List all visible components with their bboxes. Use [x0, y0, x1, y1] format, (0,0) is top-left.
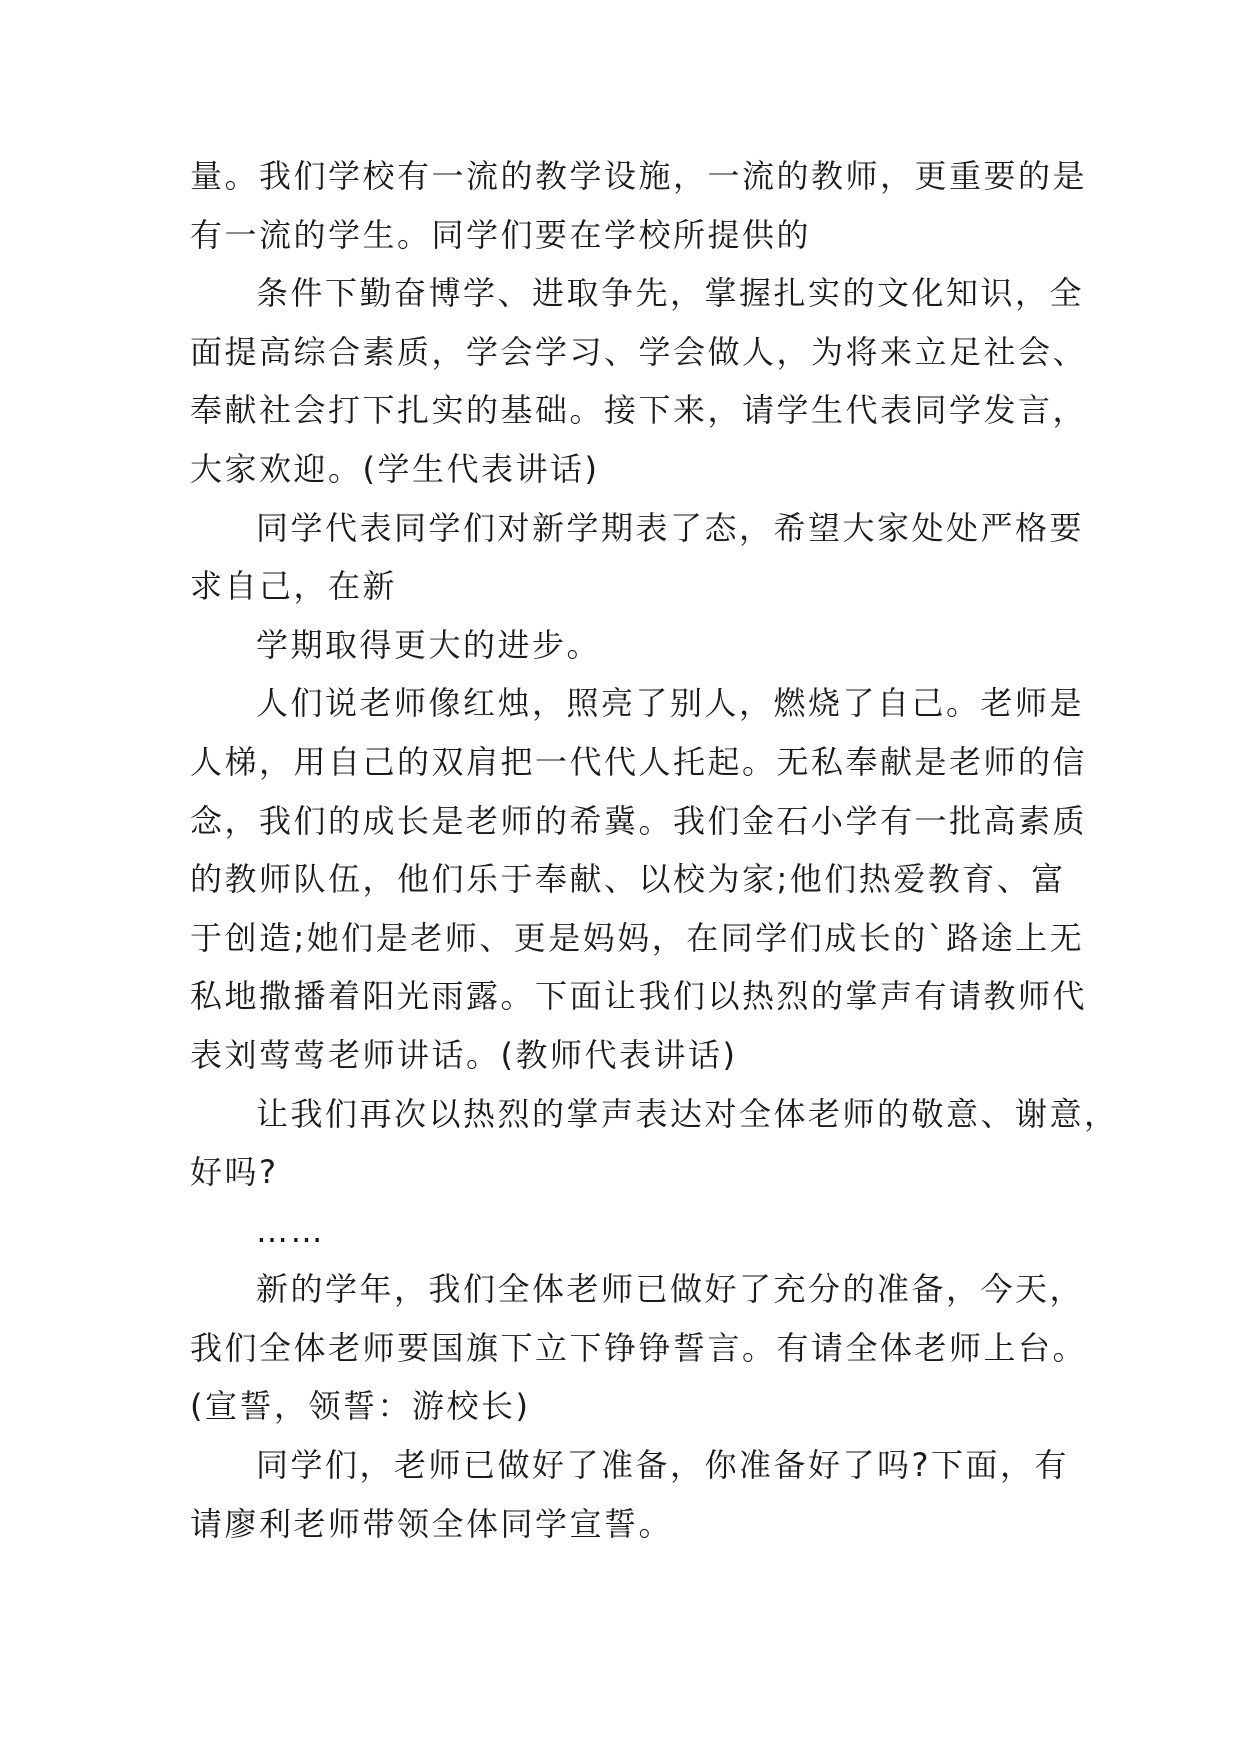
- text-line: 学期取得更大的进步。: [256, 625, 602, 664]
- text-line: 同学们，老师已做好了准备，你准备好了吗?下面，有: [256, 1446, 1069, 1485]
- text-line: 量。我们学校有一流的教学设施，一流的教师，更重要的是: [190, 157, 1088, 195]
- text-line: 新的学年，我们全体老师已做好了充分的准备，今天，: [256, 1270, 1085, 1309]
- text-line: 的教师队伍，他们乐于奉献、以校为家;他们热爱教育、富: [190, 860, 1066, 899]
- text-line: 同学代表同学们对新学期表了态，希望大家处处严格要: [256, 508, 1085, 547]
- text-line: 私地撒播着阳光雨露。下面让我们以热烈的掌声有请教师代: [190, 977, 1088, 1016]
- text-line: 人们说老师像红烛，照亮了别人，燃烧了自己。老师是: [256, 684, 1085, 723]
- text-line: 念，我们的成长是老师的希冀。我们金石小学有一批高素质: [190, 801, 1088, 840]
- text-line: 人梯，用自己的双肩把一代代人托起。无私奉献是老师的信: [190, 742, 1088, 781]
- text-line: 让我们再次以热烈的掌声表达对全体老师的敬意、谢意，: [256, 1094, 1119, 1133]
- text-line: (宣誓，领誓：游校长): [190, 1387, 531, 1426]
- body-text: [190, 147, 1119, 1553]
- text-line: 有一流的学生。同学们要在学校所提供的: [190, 215, 812, 254]
- text-line: 求自己，在新: [190, 567, 398, 606]
- text-line: 奉献社会打下扎实的基础。接下来，请学生代表同学发言，: [190, 391, 1088, 430]
- text-line: ……: [256, 1211, 325, 1250]
- text-line: 好吗?: [190, 1153, 279, 1192]
- text-line: 条件下勤奋博学、进取争先，掌握扎实的文化知识，全: [256, 274, 1085, 313]
- text-line: 我们全体老师要国旗下立下铮铮誓言。有请全体老师上台。: [190, 1328, 1088, 1367]
- text-line: 表刘莺莺老师讲话。(教师代表讲话): [190, 1035, 738, 1074]
- text-line: 请廖利老师带领全体同学宣誓。: [190, 1504, 674, 1543]
- text-line: 大家欢迎。(学生代表讲话): [190, 449, 600, 488]
- text-line: 面提高综合素质，学会学习、学会做人，为将来立足社会、: [190, 332, 1088, 371]
- text-line: 于创造;她们是老师、更是妈妈，在同学们成长的`路途上无: [190, 918, 1085, 957]
